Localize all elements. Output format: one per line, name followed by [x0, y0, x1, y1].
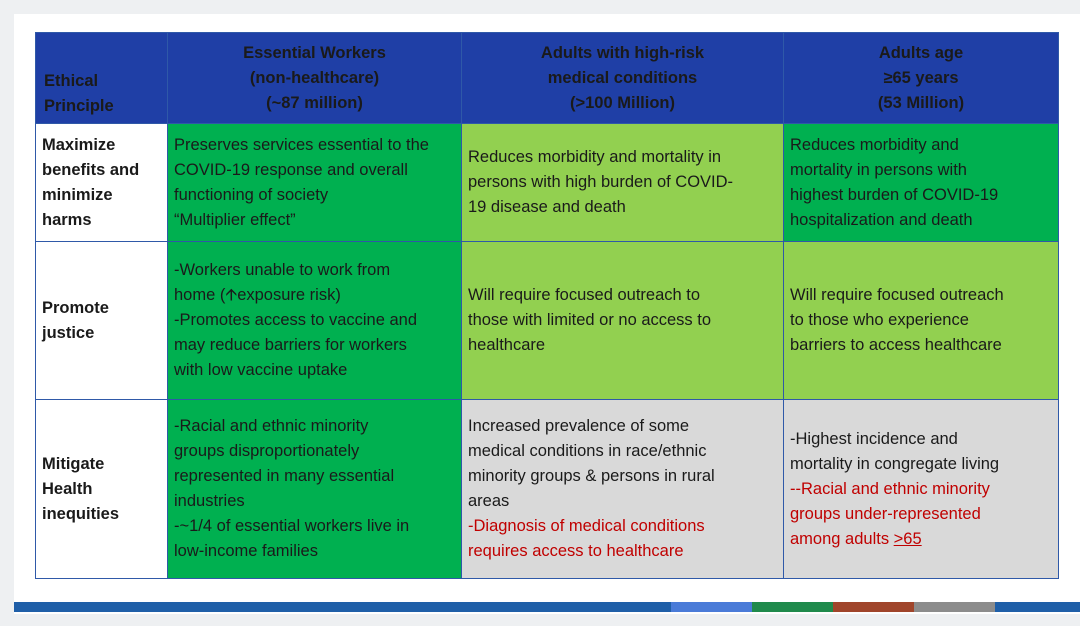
table-row	[36, 400, 1059, 579]
cell-text: Will require focused outreach	[790, 286, 1004, 304]
cell-text: those with limited or no access to	[468, 311, 712, 329]
table-row	[36, 242, 1059, 400]
footer-color-bar	[14, 602, 1080, 612]
cell-justice-adults-65	[784, 242, 1059, 400]
cell-text: COVID-19 response and overall	[174, 160, 408, 179]
cell-text: barriers to access healthcare	[790, 336, 1002, 354]
cell-text: highest burden of COVID-19	[790, 185, 999, 204]
cell-text: home (🡩exposure risk)	[174, 286, 341, 304]
cell-justice-essential-workers	[168, 242, 462, 400]
footer-segment	[14, 602, 671, 612]
header-text: (~87 million)	[266, 93, 363, 112]
row-label-text: minimize	[42, 185, 113, 204]
cell-maximize-adults-65	[784, 124, 1059, 242]
row-label-text: Maximize	[42, 135, 116, 154]
cell-text: Increased prevalence of some	[468, 417, 690, 435]
row-label-mitigate	[36, 400, 168, 579]
cell-text: with low vaccine uptake	[174, 361, 348, 379]
cell-text-red	[790, 527, 1052, 552]
header-row	[36, 33, 1059, 124]
header-text: Principle	[44, 97, 114, 115]
header-text: Ethical	[44, 72, 99, 90]
cell-mitigate-high-risk	[462, 400, 784, 579]
cell-text: -~1/4 of essential workers live in	[174, 517, 410, 535]
footer-segment	[914, 602, 995, 612]
underlined-threshold: >65	[893, 529, 922, 548]
cell-mitigate-adults-65	[784, 400, 1059, 579]
cell-text-red: requires access to healthcare	[468, 542, 684, 560]
header-text: (non-healthcare)	[249, 68, 380, 87]
cell-text: -Workers unable to work from	[174, 261, 391, 279]
header-essential-workers	[168, 33, 462, 124]
cell-text: Reduces morbidity and	[790, 135, 959, 154]
row-label-text: harms	[42, 210, 92, 229]
cell-text: to those who experience	[790, 311, 969, 329]
row-label-maximize	[36, 124, 168, 242]
header-text: (>100 Million)	[570, 93, 675, 112]
cell-text: low-income families	[174, 542, 318, 560]
cell-text-red: -Diagnosis of medical conditions	[468, 517, 705, 535]
cell-text: -Highest incidence and	[790, 429, 958, 448]
ethical-principles-table	[35, 32, 1059, 579]
header-text: medical conditions	[547, 68, 698, 87]
table-row	[36, 124, 1059, 242]
cell-text: mortality in congregate living	[790, 454, 1000, 473]
footer-segment	[752, 602, 833, 612]
cell-maximize-essential-workers	[168, 124, 462, 242]
cell-text: hospitalization and death	[790, 210, 973, 229]
row-label-text: benefits and	[42, 160, 140, 179]
cell-text: Reduces morbidity and mortality in	[468, 148, 722, 166]
cell-text: 19 disease and death	[468, 198, 626, 216]
cell-text: industries	[174, 492, 245, 510]
cell-text: may reduce barriers for workers	[174, 336, 407, 354]
header-text: ≥65 years	[883, 68, 959, 87]
row-label-text: inequities	[42, 504, 120, 523]
cell-text: groups disproportionately	[174, 442, 360, 460]
cell-text: minority groups & persons in rural	[468, 467, 715, 485]
row-label-justice	[36, 242, 168, 400]
cell-text: “Multiplier effect”	[174, 210, 296, 229]
cell-text: -Racial and ethnic minority	[174, 417, 369, 435]
cell-text: areas	[468, 492, 510, 510]
cell-text: medical conditions in race/ethnic	[468, 442, 707, 460]
header-high-risk-adults	[462, 33, 784, 124]
cell-text: mortality in persons with	[790, 160, 967, 179]
row-label-text: Mitigate	[42, 454, 105, 473]
row-label-text: Health	[42, 479, 93, 498]
cell-text: persons with high burden of COVID-	[468, 173, 734, 191]
footer-segment	[995, 602, 1080, 612]
footer-segment	[833, 602, 914, 612]
cell-text: functioning of society	[174, 185, 329, 204]
header-principle	[36, 33, 168, 124]
row-label-text: Promote	[42, 298, 109, 317]
header-text: (53 Million)	[877, 93, 965, 112]
cell-text: Preserves services essential to the	[174, 135, 429, 154]
header-text: Adults with high-risk	[540, 43, 705, 62]
header-text: Adults age	[878, 43, 964, 62]
cell-maximize-high-risk	[462, 124, 784, 242]
header-text: Essential Workers	[243, 43, 386, 62]
cell-text: -Promotes access to vaccine and	[174, 311, 418, 329]
cell-text: Will require focused outreach to	[468, 286, 701, 304]
footer-segment	[671, 602, 752, 612]
row-label-text: justice	[42, 323, 95, 342]
cell-text: represented in many essential	[174, 467, 395, 485]
header-adults-65	[784, 33, 1059, 124]
cell-text: healthcare	[468, 336, 546, 354]
cell-mitigate-essential-workers	[168, 400, 462, 579]
cell-text-red: --Racial and ethnic minority	[790, 479, 990, 498]
cell-text-red-prefix: among adults	[790, 529, 894, 548]
cell-text-red: groups under-represented	[790, 504, 981, 523]
cell-justice-high-risk	[462, 242, 784, 400]
